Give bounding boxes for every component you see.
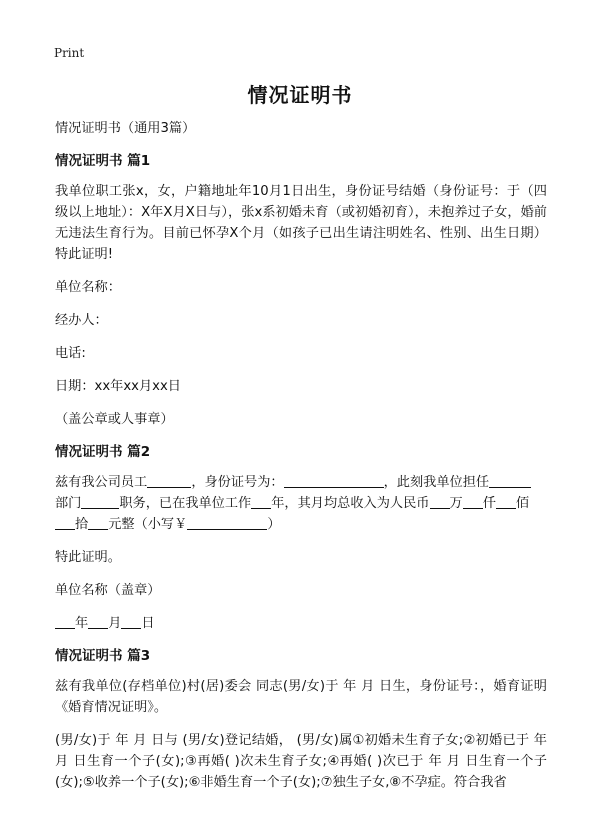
handler-line: 经办人： [55, 313, 108, 328]
document-subtitle: 情况证明书（通用3篇） [55, 121, 196, 136]
section-3-paragraph-1: 兹有我单位(存档单位)村(居)委会 同志(男/女)于 年 月 日生，身份证号：，婚育证明《婚育情况证明》。 [55, 679, 547, 715]
date-line: 日期：xx年xx月xx日 [55, 379, 181, 394]
phone-line: 电话: [55, 346, 86, 361]
document-title: 情况证明书 [247, 83, 353, 107]
document-body [55, 118, 547, 805]
seal-note: （盖公章或人事章） [55, 412, 174, 427]
signature-date-line: 年 月 日 [55, 613, 547, 634]
unit-seal-line: 单位名称（盖章） [55, 583, 161, 598]
print-label: Print [54, 46, 85, 60]
section-1-heading: 情况证明书 篇1 [55, 153, 151, 169]
certify-line: 特此证明。 [55, 550, 121, 565]
section-2-paragraph: 兹有我公司员工 ，身份证号为： ，此刻我单位担任 部门 职务，已在我单位工作 年，其月均总收入为人民币 万 仟 佰 拾 元整（小写￥ ） [55, 472, 547, 535]
section-3-paragraph-2: (男/女)于 年 月 日与 (男/女)登记结婚， (男/女)属①初婚未生育子女;②初婚已于 年 月 日生育一个子(女);③再婚( )次未生育子女;④再婚( )次已于 年 月 日生育一个子(女);⑤收养一个子(女);⑥非婚生育一个子(女);⑦独生子女,⑧不孕症。符合我省 [55, 733, 547, 790]
section-2-heading: 情况证明书 篇2 [55, 444, 151, 460]
section-1-paragraph: 我单位职工张x，女，户籍地址年10月1日出生，身份证号结婚（身份证号：于（四级以上地址）：X年X月X日与），张x系初婚未育（或初婚初育），未抱养过子女，婚前无违法生育行为。目前已怀孕X个月（如孩子已出生请注明姓名、性别、出生日期）特此证明! [55, 184, 547, 262]
unit-name-line: 单位名称： [55, 280, 121, 295]
section-3-heading: 情况证明书 篇3 [55, 648, 151, 664]
